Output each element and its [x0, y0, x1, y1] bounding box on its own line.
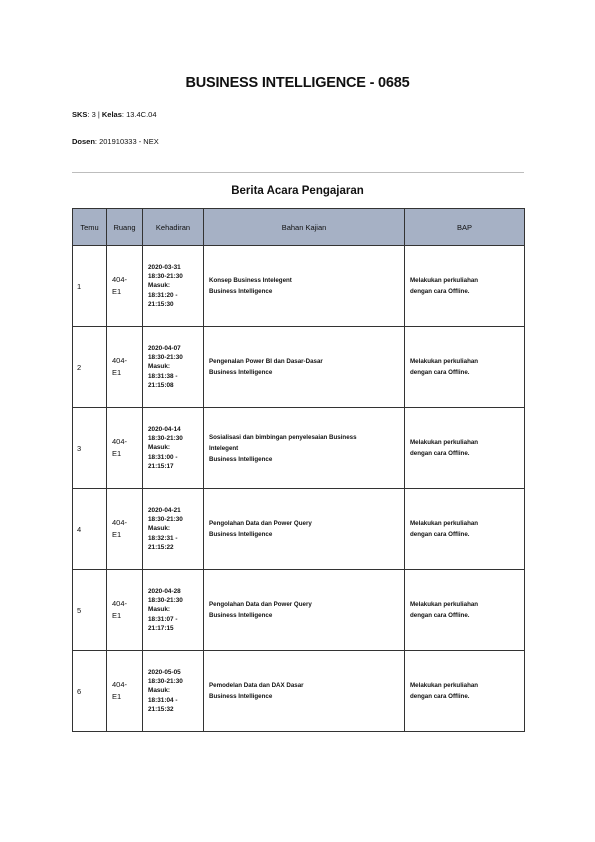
- ruang-line: E1: [112, 692, 122, 701]
- table-header-row: [73, 209, 525, 246]
- kehadiran-line: 18:31:38 -: [148, 372, 178, 380]
- kehadiran-line: 18:31:07 -: [148, 615, 178, 623]
- bahan-kajian-line: Intelegent: [209, 444, 239, 452]
- header-kehadiran: Kehadiran: [143, 209, 204, 246]
- bahan-kajian-line: Business Intelligence: [209, 369, 273, 376]
- bap-line: dengan cara Offline.: [410, 612, 470, 619]
- section-title: Berita Acara Pengajaran: [231, 185, 364, 197]
- divider: [72, 172, 524, 173]
- bap-line: Melakukan perkuliahan: [410, 682, 479, 689]
- table-row: [73, 651, 525, 732]
- bap-cell: [405, 570, 525, 651]
- bahan-kajian-line: Pengenalan Power BI dan Dasar-Dasar: [209, 358, 323, 365]
- dosen-value: 201910333 - NEX: [99, 137, 159, 146]
- ruang-cell: [107, 570, 143, 651]
- table-row: [73, 327, 525, 408]
- bahan-kajian-line: Business Intelligence: [209, 288, 273, 295]
- dosen-label: Dosen: [72, 137, 95, 146]
- kehadiran-line: 21:15:32: [148, 705, 174, 713]
- table-row: [73, 408, 525, 489]
- bahan-kajian-line: Business Intelligence: [209, 531, 273, 538]
- ruang-line: E1: [112, 530, 122, 539]
- bap-line: Melakukan perkuliahan: [410, 358, 479, 365]
- kehadiran-cell: [143, 408, 204, 489]
- kehadiran-line: Masuk:: [148, 282, 171, 290]
- kehadiran-line: 18:30-21:30: [148, 354, 183, 362]
- bahan-kajian-cell: [204, 246, 405, 327]
- kelas-label: Kelas: [101, 110, 122, 119]
- kehadiran-line: 18:30-21:30: [148, 678, 183, 686]
- sks-label: SKS: [72, 110, 88, 119]
- table-row: [73, 246, 525, 327]
- kehadiran-line: 18:32:31 -: [148, 534, 178, 542]
- ruang-cell: [107, 327, 143, 408]
- bap-line: dengan cara Offline.: [410, 693, 470, 700]
- kehadiran-line: 18:31:00 -: [148, 453, 178, 461]
- kehadiran-line: 21:15:17: [148, 462, 174, 470]
- kehadiran-line: 2020-05-05: [148, 668, 181, 676]
- temu-cell: 4: [73, 489, 107, 570]
- temu-cell: 1: [73, 246, 107, 327]
- ruang-line: 404-: [112, 275, 128, 284]
- bahan-kajian-line: Business Intelligence: [209, 693, 273, 700]
- ruang-cell: [107, 246, 143, 327]
- lecturer-line: Dosen: 201910333 - NEX: [72, 137, 159, 146]
- kehadiran-line: 21:15:30: [148, 300, 174, 308]
- bap-line: dengan cara Offline.: [410, 450, 470, 457]
- bahan-kajian-cell: [204, 489, 405, 570]
- ruang-line: 404-: [112, 437, 128, 446]
- temu-cell: 2: [73, 327, 107, 408]
- kehadiran-line: 18:31:04 -: [148, 696, 178, 704]
- kehadiran-cell: [143, 651, 204, 732]
- kehadiran-cell: [143, 327, 204, 408]
- teaching-report-table: [72, 208, 525, 732]
- bap-line: Melakukan perkuliahan: [410, 277, 479, 284]
- bap-cell: [405, 246, 525, 327]
- bap-cell: [405, 651, 525, 732]
- ruang-line: 404-: [112, 680, 128, 689]
- bap-line: Melakukan perkuliahan: [410, 439, 479, 446]
- kehadiran-cell: [143, 489, 204, 570]
- bahan-kajian-line: Pengolahan Data dan Power Query: [209, 601, 312, 608]
- kehadiran-line: 2020-04-14: [148, 425, 181, 433]
- header-ruang: Ruang: [107, 209, 143, 246]
- kehadiran-line: Masuk:: [148, 444, 171, 452]
- kehadiran-line: 18:30-21:30: [148, 597, 183, 605]
- kehadiran-line: 18:30-21:30: [148, 273, 183, 281]
- bap-cell: [405, 408, 525, 489]
- kehadiran-line: Masuk:: [148, 363, 171, 371]
- bahan-kajian-line: Business Intelligence: [209, 612, 273, 619]
- bap-line: Melakukan perkuliahan: [410, 601, 479, 608]
- bahan-kajian-line: Pemodelan Data dan DAX Dasar: [209, 682, 304, 689]
- kehadiran-line: 2020-03-31: [148, 263, 181, 271]
- kehadiran-line: 2020-04-28: [148, 587, 181, 595]
- kehadiran-line: Masuk:: [148, 687, 171, 695]
- bap-line: dengan cara Offline.: [410, 369, 470, 376]
- ruang-cell: [107, 408, 143, 489]
- bap-cell: [405, 327, 525, 408]
- temu-cell: 3: [73, 408, 107, 489]
- temu-cell: 5: [73, 570, 107, 651]
- ruang-line: E1: [112, 287, 122, 296]
- kehadiran-line: Masuk:: [148, 606, 171, 614]
- sks-value: 3: [91, 110, 96, 119]
- kehadiran-line: 21:17:15: [148, 624, 174, 632]
- header-temu: Temu: [73, 209, 107, 246]
- bap-line: dengan cara Offline.: [410, 531, 470, 538]
- kehadiran-line: Masuk:: [148, 525, 171, 533]
- kehadiran-line: 21:15:08: [148, 381, 174, 389]
- bahan-kajian-cell: [204, 570, 405, 651]
- bap-cell: [405, 489, 525, 570]
- bahan-kajian-line: Sosialisasi dan bimbingan penyelesaian Business: [209, 433, 357, 441]
- bahan-kajian-cell: [204, 327, 405, 408]
- kehadiran-line: 21:15:22: [148, 543, 174, 551]
- kehadiran-cell: [143, 570, 204, 651]
- bahan-kajian-line: Konsep Business Intelegent: [209, 277, 292, 284]
- kehadiran-cell: [143, 246, 204, 327]
- ruang-line: 404-: [112, 518, 128, 527]
- bahan-kajian-line: Pengolahan Data dan Power Query: [209, 520, 312, 527]
- table-row: [73, 570, 525, 651]
- ruang-line: 404-: [112, 356, 128, 365]
- bap-line: Melakukan perkuliahan: [410, 520, 479, 527]
- kehadiran-line: 18:30-21:30: [148, 516, 183, 524]
- bahan-kajian-cell: [204, 408, 405, 489]
- ruang-cell: [107, 651, 143, 732]
- kehadiran-line: 18:30-21:30: [148, 435, 183, 443]
- temu-cell: 6: [73, 651, 107, 732]
- kelas-value: 13.4C.04: [126, 110, 157, 119]
- course-meta-line: SKS: 3 | Kelas: 13.4C.04: [72, 110, 157, 119]
- ruang-cell: [107, 489, 143, 570]
- header-bahan-kajian: Bahan Kajian: [204, 209, 405, 246]
- bap-line: dengan cara Offline.: [410, 288, 470, 295]
- kehadiran-line: 2020-04-21: [148, 506, 181, 514]
- ruang-line: E1: [112, 611, 122, 620]
- header-bap: BAP: [405, 209, 525, 246]
- table-row: [73, 489, 525, 570]
- ruang-line: E1: [112, 368, 122, 377]
- kehadiran-line: 2020-04-07: [148, 344, 181, 352]
- ruang-line: E1: [112, 449, 122, 458]
- bahan-kajian-line: Business Intelligence: [209, 455, 273, 463]
- bahan-kajian-cell: [204, 651, 405, 732]
- course-title: BUSINESS INTELLIGENCE - 0685: [185, 75, 410, 91]
- kehadiran-line: 18:31:20 -: [148, 291, 178, 299]
- ruang-line: 404-: [112, 599, 128, 608]
